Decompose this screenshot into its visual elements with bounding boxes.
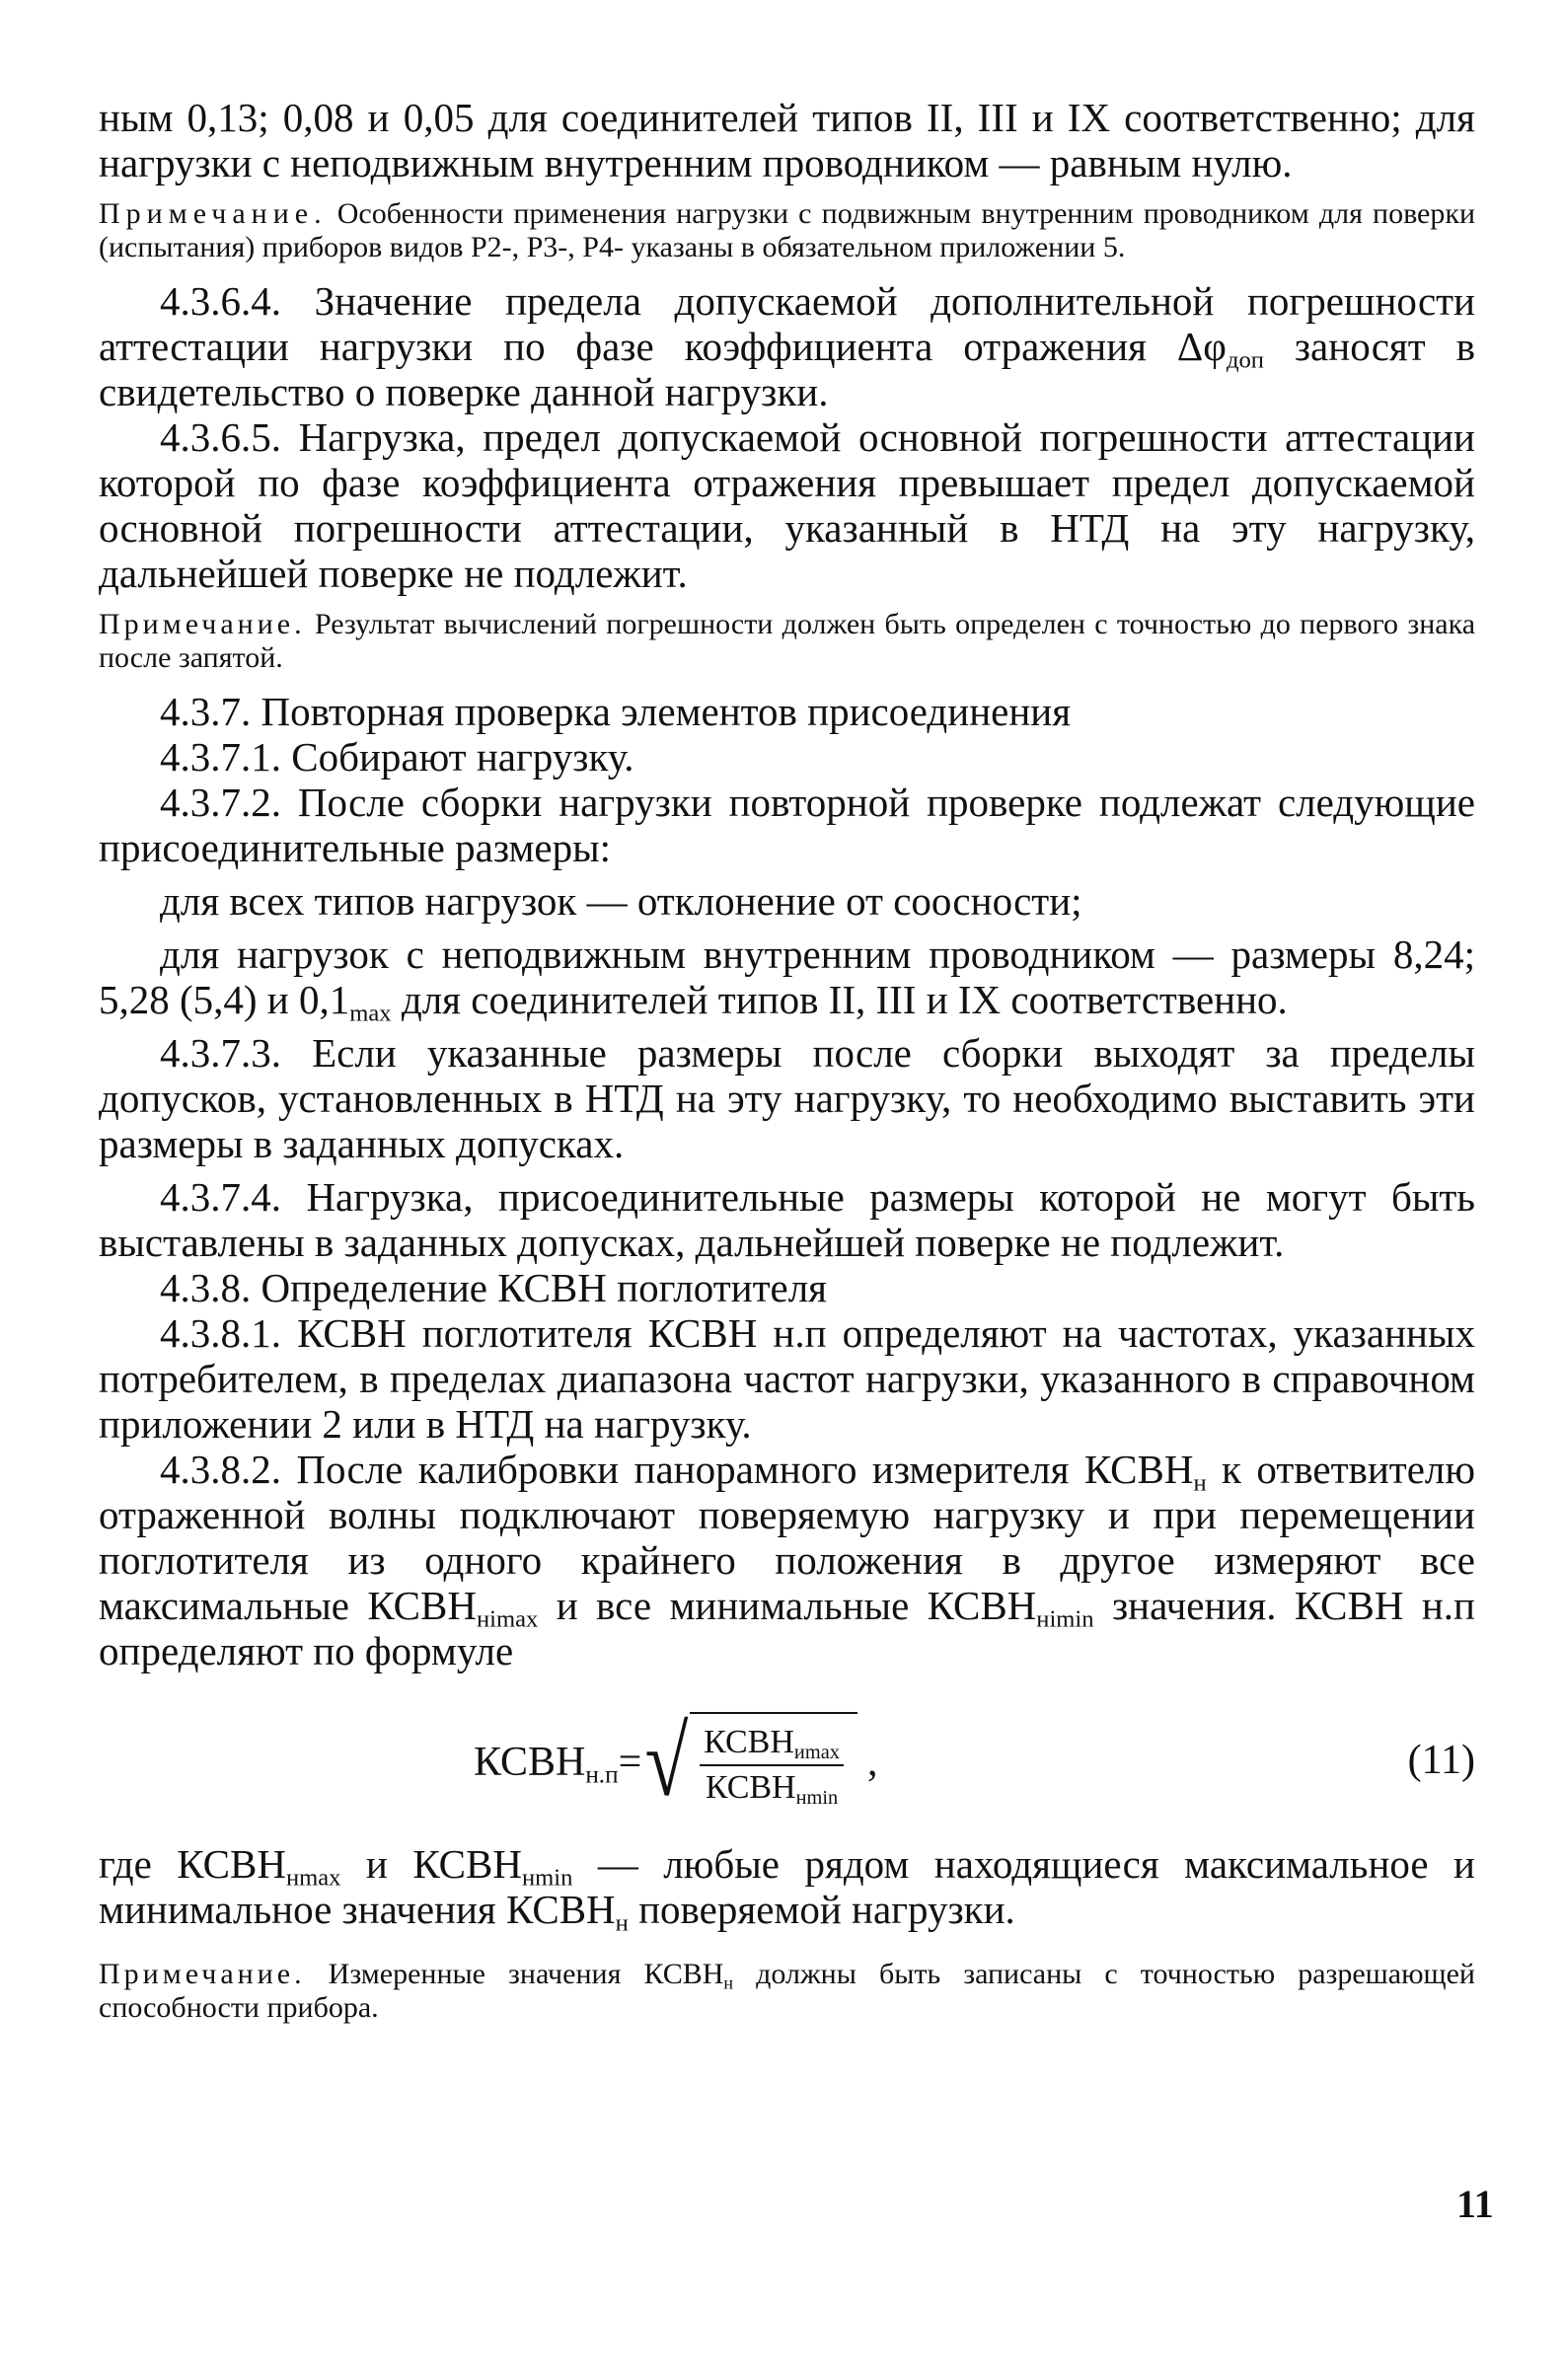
phi-symbol: Δφ [1176,324,1227,369]
subscript: н [1193,1469,1207,1497]
subscript: max [349,1000,392,1027]
subscript: н [723,1972,734,1993]
paragraph-4-3-7-2: 4.3.7.2. После сборки нагрузки повторной проверке подлежат следующие присоединительные размеры: [99,780,1475,870]
text-run: для соединителей типов II, III и IX соответственно. [391,977,1288,1022]
radical-sign-icon: √ [644,1707,689,1817]
paragraph-4-3-7-1: 4.3.7.1. Собирают нагрузку. [160,734,634,780]
text-run: 4.3.6.4. Значение предела допускаемой дополнительной погрешности аттестации нагрузки по фазе коэффициента отражения [99,278,1475,369]
formula-equals: = [618,1740,642,1785]
subscript: нimin [1036,1605,1094,1633]
heading-4-3-7: 4.3.7. Повторная проверка элементов присоединения [160,689,1072,734]
text-run: и все минимальные КСВН [538,1583,1037,1628]
fraction-denominator: $КСВН_{нmin}$ [705,1768,839,1809]
paragraph-where [99,1841,1475,1937]
fraction-numerator: $КСВН_{иmax}$ [700,1723,844,1766]
paragraph-4-3-7-3: 4.3.7.3. Если указанные размеры после сборки выходят за пределы допусков, установленных в НТД на эту нагрузку, то необходимо выставить эти размеры в заданных допусках. [99,1030,1475,1166]
subscript: нmax [285,1864,341,1892]
note-label: Примечание. [99,608,306,640]
text-run: для нагрузок с неподвижным внутренним проводником — размеры 8,24; 5,28 (5,4) и 0,1 [99,931,1475,1022]
radicand [690,1712,857,1808]
formula-expression [474,1703,877,1822]
formula-11 [99,1703,1475,1822]
paragraph-4-3-7-4: 4.3.7.4. Нагрузка, присоединительные размеры которой не могут быть выставлены в заданных допусках, дальнейшей поверке не подлежит. [99,1174,1475,1265]
note-text: Результат вычислений погрешности должен быть определен с точностью до первого знака после запятой. [99,608,1476,674]
text-run: 4.3.8.2. После калибровки панорамного измерителя КСВН [160,1447,1194,1492]
text-run: где КСВН [99,1841,286,1887]
formula-lhs: $КСВН_{н.п}$ [474,1740,619,1789]
fraction [700,1723,844,1808]
paragraph-4-3-6-4 [99,278,1475,414]
paragraph-list-all-types: для всех типов нагрузок — отклонение от соосности; [160,878,1082,924]
subscript: доп [1226,346,1264,374]
note-2 [99,608,1475,675]
subscript: нmin [521,1864,573,1892]
formula-number: (11) [1407,1738,1475,1783]
note-text: Особенности применения нагрузки с подвижным внутренним проводником для поверки (испытания) приборов видов Р2-, Р3-, Р4- указаны в обязательном приложении 5. [99,197,1476,263]
paragraph-continuation: ным 0,13; 0,08 и 0,05 для соединителей типов II, III и IX соответственно; для нагрузки с неподвижным внутренним проводником — равным нулю. [99,95,1475,186]
paragraph-4-3-8-2 [99,1447,1475,1673]
text-run: к ответвителю отраженной волны подключают поверяемую нагрузку и при перемещении поглотителя из одного крайнего положения в другое измеряют все максимальные КСВН [99,1447,1475,1628]
subscript: нimax [476,1605,539,1633]
paragraph-list-fixed-conductor [99,931,1475,1027]
formula-comma: , [866,1740,878,1785]
note-3 [99,1958,1475,2025]
note-label: Примечание. [99,1958,306,1990]
paragraph-4-3-8-1: 4.3.8.1. КСВН поглотителя КСВН н.п определяют на частотах, указанных потребителем, в пределах диапазона частот нагрузки, указанного в справочном приложении 2 или в НТД на нагрузку. [99,1310,1475,1447]
subscript: н [615,1909,629,1937]
text-run: и КСВН [340,1841,522,1887]
text-run: значения. КСВН н.п определяют по формуле [99,1583,1475,1673]
text-run: должны быть записаны с точностью разрешающей способности прибора. [99,1958,1475,2024]
square-root [641,1707,857,1817]
page-number: 11 [1456,2182,1494,2226]
paragraph-4-3-6-5: 4.3.6.5. Нагрузка, предел допускаемой основной погрешности аттестации которой по фазе коэффициента отражения превышает предел допускаемой основной погрешности аттестации, указанный в НТД на эту нагрузку, дальнейшей поверке не подлежит. [99,414,1475,596]
note-1 [99,197,1475,264]
heading-4-3-8: 4.3.8. Определение КСВН поглотителя [160,1265,828,1310]
text-run: Измеренные значения КСВН [305,1958,724,1990]
text-run: заносят в свидетельство о поверке данной нагрузки. [99,324,1475,414]
note-label: Примечание. [99,197,328,230]
text-run: поверяемой нагрузки. [628,1887,1015,1932]
text-run: — любые рядом находящиеся максимальное и минимальное значения КСВН [99,1841,1475,1932]
page-body [99,95,1475,2039]
